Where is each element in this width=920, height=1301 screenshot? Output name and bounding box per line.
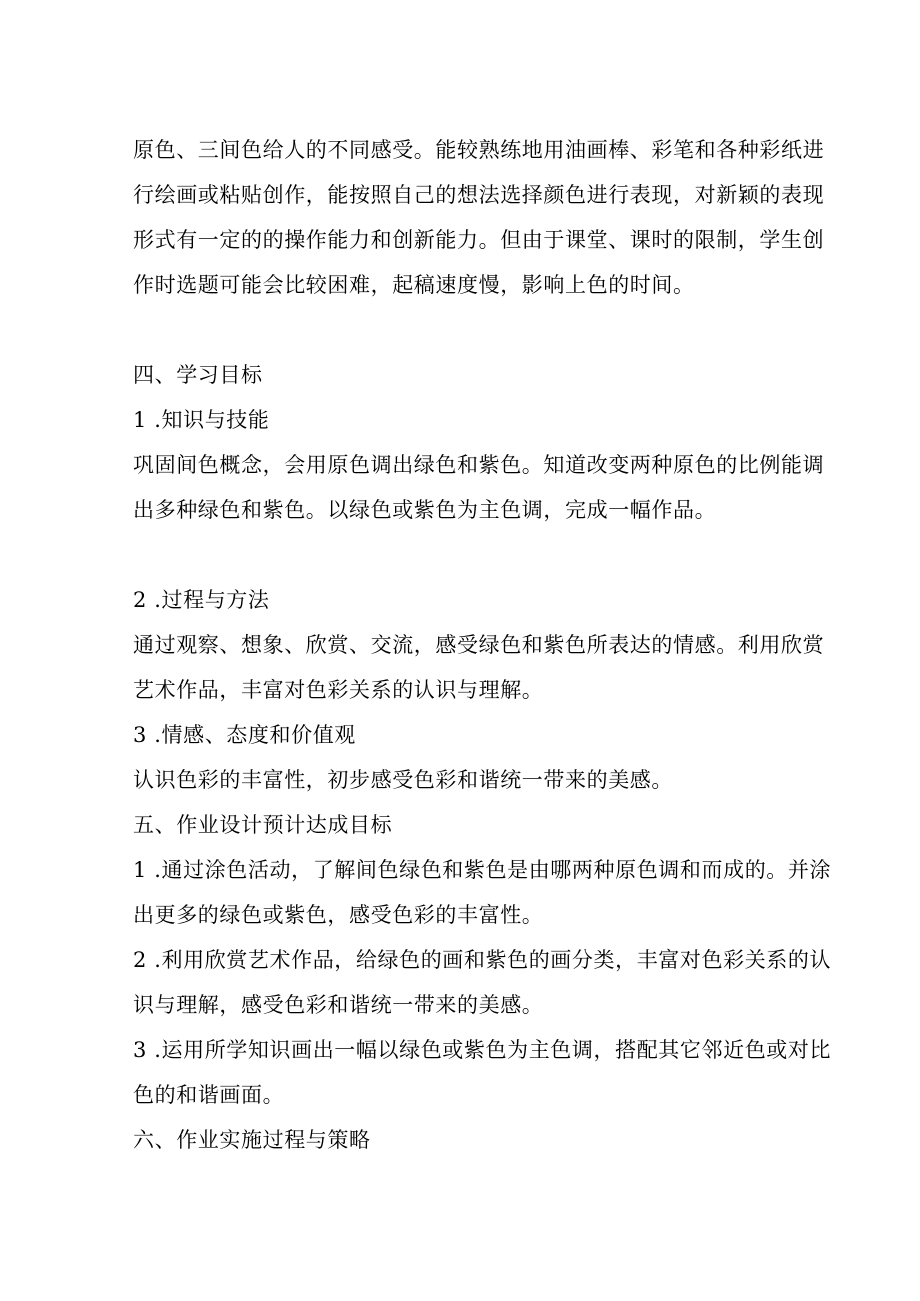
text-line: 1 .通过涂色活动，了解间色绿色和紫色是由哪两种原色调和而成的。并涂	[133, 858, 832, 882]
subsection-heading	[133, 398, 793, 443]
section-heading	[133, 803, 793, 848]
subsection-heading	[133, 578, 793, 623]
body-paragraph	[133, 758, 793, 803]
text-line: 通过观察、想象、欣赏、交流，感受绿色和紫色所表达的情感。利用欣赏	[133, 633, 825, 657]
body-paragraph	[133, 1028, 832, 1118]
text-line: 识与理解，感受色彩和谐统一带来的美感。	[133, 993, 544, 1017]
text-line: 3 .运用所学知识画出一幅以绿色或紫色为主色调，搭配其它邻近色或对比	[133, 1038, 832, 1062]
text-line: 色的和谐画面。	[133, 1083, 285, 1107]
text-line: 作时选题可能会比较困难，起稿速度慢，影响上色的时间。	[133, 273, 695, 297]
section-heading	[133, 353, 793, 398]
body-paragraph	[133, 623, 825, 713]
text-line: 2 .利用欣赏艺术作品，给绿色的画和紫色的画分类，丰富对色彩关系的认	[133, 948, 832, 972]
body-paragraph	[133, 443, 825, 533]
text-line: 2 .过程与方法	[133, 588, 270, 612]
text-line: 六、作业实施过程与策略	[133, 1128, 371, 1152]
subsection-heading	[133, 713, 793, 758]
body-paragraph	[133, 848, 832, 938]
section-heading	[133, 1118, 793, 1163]
text-line: 1 .知识与技能	[133, 408, 270, 432]
text-line: 认识色彩的丰富性，初步感受色彩和谐统一带来的美感。	[133, 768, 673, 792]
text-line: 形式有一定的的操作能力和创新能力。但由于课堂、课时的限制，学生创	[133, 228, 825, 252]
text-line: 原色、三间色给人的不同感受。能较熟练地用油画棒、彩笔和各种彩纸进	[133, 138, 825, 162]
text-line: 出更多的绿色或紫色，感受色彩的丰富性。	[133, 903, 544, 927]
text-line: 行绘画或粘贴创作，能按照自己的想法选择颜色进行表现，对新颖的表现	[133, 183, 825, 207]
body-paragraph	[133, 128, 825, 308]
text-line: 艺术作品，丰富对色彩关系的认识与理解。	[133, 678, 544, 702]
text-line: 五、作业设计预计达成目标	[133, 813, 393, 837]
text-line: 四、学习目标	[133, 363, 263, 387]
body-paragraph	[133, 938, 832, 1028]
text-line: 3 .情感、态度和价值观	[133, 723, 356, 747]
text-line: 巩固间色概念，会用原色调出绿色和紫色。知道改变两种原色的比例能调	[133, 453, 825, 477]
text-line: 出多种绿色和紫色。以绿色或紫色为主色调，完成一幅作品。	[133, 498, 717, 522]
